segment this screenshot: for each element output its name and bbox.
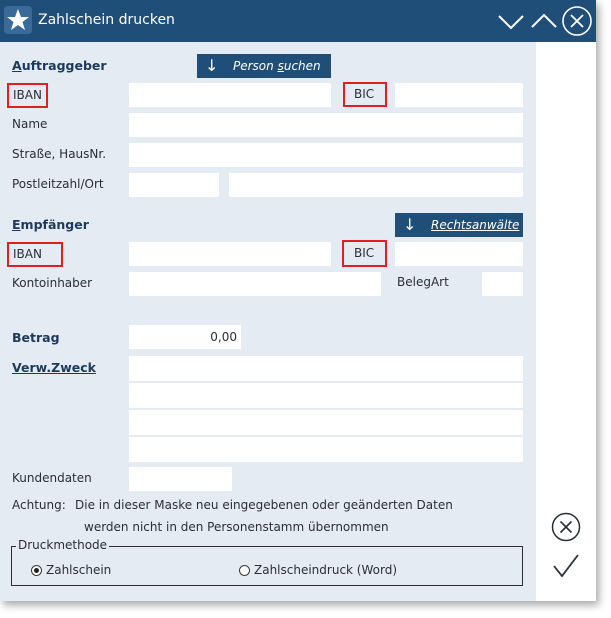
radio-zahlschein-label[interactable]: Zahlschein — [46, 563, 112, 577]
radio-zahlscheindruck-word-label[interactable]: Zahlscheindruck (Word) — [254, 563, 398, 577]
druckmethode-legend: Druckmethode — [18, 538, 108, 552]
empfaenger-iban-label: IBAN — [7, 242, 63, 267]
kontoinhaber-label: Kontoinhaber — [12, 276, 93, 290]
arrow-down-icon: ↓ — [403, 215, 417, 234]
verwendungszweck-line-2[interactable] — [129, 383, 523, 408]
star-icon — [4, 6, 32, 34]
person-search-label: Person suchen — [233, 59, 321, 73]
betrag-input[interactable] — [129, 325, 241, 349]
checkmark-icon[interactable] — [551, 552, 581, 580]
verwendungszweck-label: Verw.Zweck — [12, 360, 96, 375]
auftraggeber-iban-label: IBAN — [7, 83, 48, 108]
strasse-input[interactable] — [129, 143, 523, 167]
chevron-down-icon[interactable] — [497, 10, 525, 32]
auftraggeber-header: Auftraggeber — [12, 58, 107, 73]
plz-input[interactable] — [129, 173, 219, 197]
belegart-input[interactable] — [482, 272, 523, 296]
person-search-button[interactable] — [197, 54, 331, 78]
radio-zahlscheindruck-word[interactable] — [239, 565, 250, 576]
rechtsanwaelte-button[interactable] — [395, 213, 523, 237]
kundendaten-input[interactable] — [129, 467, 232, 491]
strasse-label: Straße, HausNr. — [12, 147, 107, 161]
chevron-up-icon[interactable] — [530, 10, 558, 32]
verwendungszweck-line-4[interactable] — [129, 437, 523, 462]
belegart-label: BelegArt — [397, 275, 449, 289]
empfaenger-bic-input[interactable] — [395, 242, 523, 266]
betrag-label: Betrag — [12, 330, 60, 345]
auftraggeber-bic-label: BIC — [343, 82, 387, 107]
auftraggeber-iban-input[interactable] — [129, 83, 331, 107]
arrow-down-icon: ↓ — [205, 56, 219, 75]
kontoinhaber-input[interactable] — [129, 272, 381, 296]
empfaenger-iban-input[interactable] — [129, 242, 331, 266]
ort-input[interactable] — [229, 173, 523, 197]
radio-zahlschein[interactable] — [31, 565, 42, 576]
plz-ort-label: Postleitzahl/Ort — [12, 177, 104, 191]
window-title: Zahlschein drucken — [38, 12, 175, 28]
verwendungszweck-line-1[interactable] — [129, 356, 523, 381]
name-label: Name — [12, 117, 48, 131]
notice-line-2: werden nicht in den Personenstamm übernommen — [84, 520, 389, 534]
auftraggeber-bic-input[interactable] — [395, 83, 523, 107]
notice-line-1: Die in dieser Maske neu eingegebenen oder geänderten Daten — [75, 498, 453, 512]
notice-prefix: Achtung: — [12, 498, 66, 512]
rechtsanwaelte-label: Rechtsanwälte — [431, 218, 520, 232]
title-bar — [0, 0, 596, 42]
verwendungszweck-line-3[interactable] — [129, 410, 523, 435]
close-icon[interactable] — [561, 5, 593, 37]
empfaenger-header: Empfänger — [12, 217, 89, 232]
cancel-circle-icon[interactable] — [550, 511, 582, 543]
empfaenger-bic-label: BIC — [342, 240, 387, 267]
name-input[interactable] — [129, 113, 523, 137]
kundendaten-label: Kundendaten — [12, 471, 92, 485]
